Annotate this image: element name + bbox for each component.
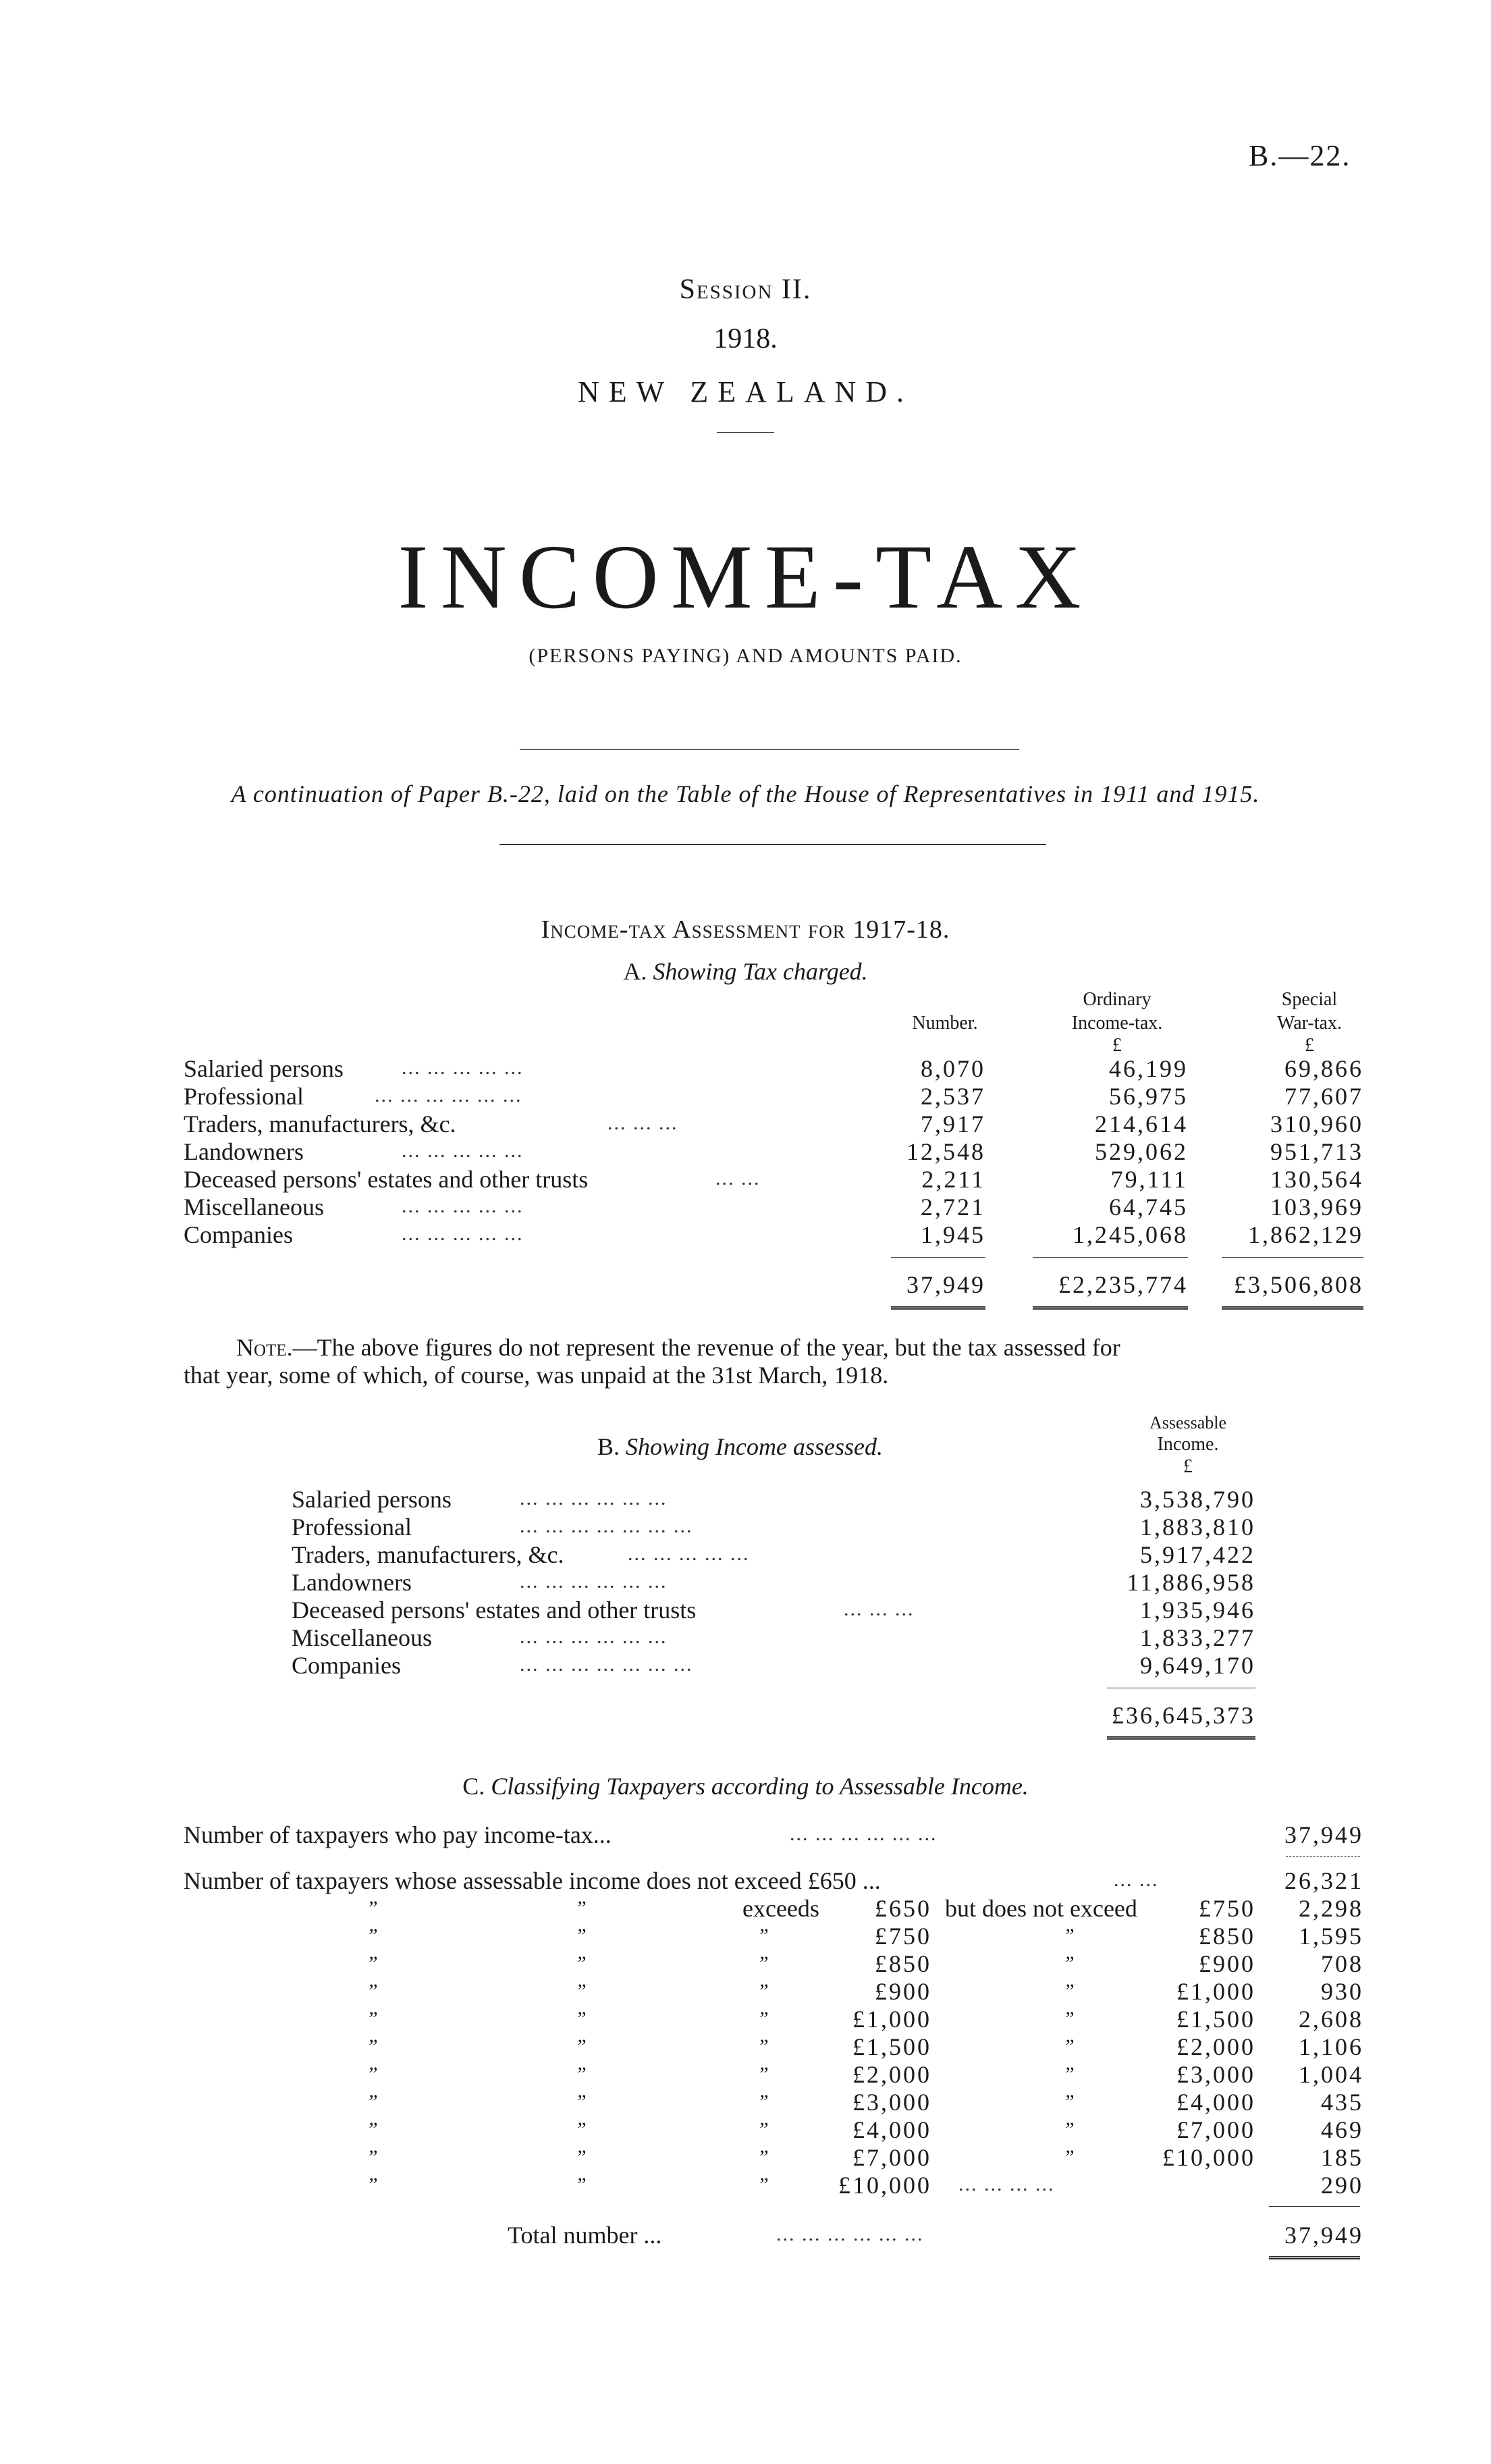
band-to: £7,000 bbox=[1176, 2116, 1255, 2143]
section-b-title: Showing Income assessed. bbox=[626, 1433, 883, 1460]
band-from: £4,000 bbox=[852, 2116, 931, 2143]
ditto-mark: ” bbox=[367, 2118, 378, 2141]
band-from: £900 bbox=[875, 1978, 931, 2005]
header-ordinary-unit: £ bbox=[1112, 1035, 1122, 1056]
ditto-mark: ” bbox=[757, 2091, 769, 2113]
continuation-rule bbox=[499, 844, 1046, 845]
ditto-mark: ” bbox=[575, 2146, 587, 2168]
section-b-header-line1: Assessable bbox=[1149, 1413, 1227, 1432]
band-from: £1,500 bbox=[852, 2033, 931, 2060]
band-but-text: but does not exceed bbox=[945, 1895, 1137, 1922]
ditto-mark: ” bbox=[575, 1925, 587, 1947]
band-to: £750 bbox=[1199, 1895, 1255, 1922]
leader-dots: ... ... ... ... ... ... ... bbox=[520, 1653, 693, 1676]
band-count: 1,106 bbox=[1299, 2033, 1363, 2060]
ditto-mark: ” bbox=[575, 2118, 587, 2141]
double-rule bbox=[1269, 2256, 1360, 2259]
ditto-mark: ” bbox=[367, 1897, 378, 1919]
double-rule bbox=[1107, 1736, 1255, 1740]
ditto-mark: ” bbox=[1063, 2063, 1075, 2085]
section-a-row-special: 1,862,129 bbox=[1248, 1221, 1363, 1248]
ditto-mark: ” bbox=[367, 2063, 378, 2085]
section-a-row-label: Miscellaneous bbox=[184, 1194, 324, 1221]
band-to: £1,500 bbox=[1176, 2006, 1255, 2033]
leader-dots: ... ... ... ... ... bbox=[402, 1056, 524, 1079]
note-line-1 bbox=[236, 1333, 1120, 1362]
ditto-mark: ” bbox=[757, 2118, 769, 2141]
band-to: £4,000 bbox=[1176, 2089, 1255, 2116]
section-a-letter: A. bbox=[623, 958, 647, 985]
band-to: £850 bbox=[1199, 1923, 1255, 1950]
section-b-row-label: Professional bbox=[292, 1514, 412, 1541]
leader-dots: ... ... ... ... ... ... ... bbox=[520, 1515, 693, 1537]
band-count: 469 bbox=[1321, 2116, 1363, 2143]
document-reference: B.—22. bbox=[1249, 139, 1351, 172]
section-a-title: Showing Tax charged. bbox=[653, 958, 868, 985]
section-a-row-ordinary: 46,199 bbox=[1109, 1055, 1188, 1082]
ditto-mark: ” bbox=[1063, 2008, 1075, 2030]
ditto-mark: ” bbox=[575, 2008, 587, 2030]
section-b-row-label: Miscellaneous bbox=[292, 1624, 432, 1651]
section-a-row-label: Professional bbox=[184, 1083, 304, 1110]
section-a-row-label: Companies bbox=[184, 1221, 293, 1248]
double-rule bbox=[891, 1306, 985, 1310]
first-band-label: Number of taxpayers whose assessable income does not exceed £650 ... bbox=[184, 1867, 881, 1894]
ditto-mark: ” bbox=[367, 1952, 378, 1975]
section-a-row-number: 2,211 bbox=[921, 1166, 985, 1193]
section-a-row-ordinary: 56,975 bbox=[1109, 1083, 1188, 1110]
ditto-mark: ” bbox=[367, 2146, 378, 2168]
first-band-value: 26,321 bbox=[1284, 1867, 1363, 1894]
country-label: NEW ZEALAND. bbox=[577, 375, 914, 408]
band-from: £650 bbox=[875, 1895, 931, 1922]
leader-dots: ... ... bbox=[1114, 1869, 1159, 1891]
ditto-mark: ” bbox=[575, 2091, 587, 2113]
ditto-mark: ” bbox=[575, 2063, 587, 2085]
ditto-mark: ” bbox=[1063, 2146, 1075, 2168]
ditto-mark: ” bbox=[575, 1897, 587, 1919]
leader-dots: ... ... ... ... ... ... bbox=[520, 1570, 668, 1592]
section-b-row-label: Deceased persons' estates and other trusts bbox=[292, 1597, 697, 1624]
leader-dots: ... ... ... ... ... bbox=[402, 1140, 524, 1162]
note-text: —The above figures do not represent the revenue of the year, but the tax assessed for bbox=[292, 1334, 1120, 1361]
band-to: £900 bbox=[1199, 1950, 1255, 1977]
ditto-mark: ” bbox=[757, 2146, 769, 2168]
year-label: 1918. bbox=[713, 323, 778, 354]
section-b-row-value: 5,917,422 bbox=[1140, 1541, 1255, 1568]
leader-dots: ... ... ... ... ... ... bbox=[520, 1487, 668, 1509]
band-count: 930 bbox=[1321, 1978, 1363, 2005]
subtitle: (PERSONS PAYING) AND AMOUNTS PAID. bbox=[528, 645, 963, 667]
ditto-mark: ” bbox=[367, 2008, 378, 2030]
band-to: £2,000 bbox=[1176, 2033, 1255, 2060]
ditto-mark: ” bbox=[367, 2091, 378, 2113]
ditto-mark: ” bbox=[367, 1925, 378, 1947]
leader-dots: ... ... ... bbox=[607, 1112, 678, 1134]
band-count: 1,595 bbox=[1299, 1923, 1363, 1950]
ditto-mark: ” bbox=[367, 2174, 378, 2196]
band-from: £1,000 bbox=[852, 2006, 931, 2033]
band-count: 2,608 bbox=[1299, 2006, 1363, 2033]
section-a-row-number: 1,945 bbox=[921, 1221, 985, 1248]
header-ordinary-line1: Ordinary bbox=[1083, 989, 1151, 1010]
section-a-row-special: 103,969 bbox=[1270, 1194, 1363, 1221]
section-a-row-label: Salaried persons bbox=[184, 1055, 344, 1082]
double-rule bbox=[1033, 1306, 1188, 1310]
band-from: £850 bbox=[875, 1950, 931, 1977]
ditto-mark: ” bbox=[757, 2035, 769, 2058]
section-a-row-special: 951,713 bbox=[1270, 1138, 1363, 1165]
band-count: 2,298 bbox=[1299, 1895, 1363, 1922]
band-count: 708 bbox=[1321, 1950, 1363, 1977]
section-a-heading bbox=[0, 957, 1491, 986]
ditto-mark: ” bbox=[1063, 2091, 1075, 2113]
section-a-row-number: 2,537 bbox=[921, 1083, 985, 1110]
section-a-row-ordinary: 1,245,068 bbox=[1073, 1221, 1188, 1248]
section-b-row-value: 1,833,277 bbox=[1140, 1624, 1255, 1651]
ditto-mark: ” bbox=[757, 2008, 769, 2030]
section-b-row-label: Landowners bbox=[292, 1569, 412, 1596]
main-title: INCOME-TAX bbox=[398, 527, 1093, 628]
ditto-mark: ” bbox=[757, 2063, 769, 2085]
short-rule bbox=[1286, 1856, 1360, 1857]
ditto-mark: ” bbox=[367, 1980, 378, 2002]
section-a-row-ordinary: 64,745 bbox=[1109, 1194, 1188, 1221]
band-count: 1,004 bbox=[1299, 2061, 1363, 2088]
total-number-label: Total number ... bbox=[508, 2222, 662, 2249]
section-a-row-ordinary: 79,111 bbox=[1110, 1166, 1188, 1193]
ditto-mark: ” bbox=[1063, 1952, 1075, 1975]
ditto-mark: ” bbox=[1063, 1925, 1075, 1947]
section-a-row-special: 77,607 bbox=[1284, 1083, 1363, 1110]
total-rule bbox=[1222, 1257, 1363, 1258]
total-number-value: 37,949 bbox=[1284, 2222, 1363, 2249]
leader-dots: ... ... ... ... ... ... bbox=[375, 1084, 522, 1106]
section-b-header-unit: £ bbox=[1183, 1456, 1193, 1477]
section-b-row-value: 3,538,790 bbox=[1140, 1486, 1255, 1513]
band-to: £3,000 bbox=[1176, 2061, 1255, 2088]
section-a-total-special: £3,506,808 bbox=[1234, 1271, 1363, 1298]
leader-dots: ... ... ... ... ... ... bbox=[790, 1823, 938, 1845]
ditto-mark: ” bbox=[1063, 2035, 1075, 2058]
ditto-mark: ” bbox=[367, 2035, 378, 2058]
ditto-mark: ” bbox=[575, 2174, 587, 2196]
ditto-mark: ” bbox=[757, 2174, 769, 2196]
band-from: £10,000 bbox=[838, 2172, 931, 2199]
band-count: 185 bbox=[1321, 2144, 1363, 2171]
section-a-row-number: 12,548 bbox=[906, 1138, 985, 1165]
ditto-mark: ” bbox=[757, 1952, 769, 1975]
section-a-row-number: 2,721 bbox=[921, 1194, 985, 1221]
leader-dots: ... ... ... ... ... bbox=[402, 1195, 524, 1217]
section-b-row-value: 1,883,810 bbox=[1140, 1514, 1255, 1541]
band-to: £1,000 bbox=[1176, 1978, 1255, 2005]
section-b-heading bbox=[597, 1432, 883, 1461]
section-b-row-label: Salaried persons bbox=[292, 1486, 452, 1513]
section-b-row-value: 11,886,958 bbox=[1127, 1569, 1255, 1596]
band-count: 435 bbox=[1321, 2089, 1363, 2116]
assessment-title: Income-tax Assessment for 1917-18. bbox=[541, 915, 950, 944]
note-line-2: that year, some of which, of course, was unpaid at the 31st March, 1918. bbox=[184, 1362, 889, 1389]
total-rule bbox=[891, 1257, 985, 1258]
section-b-row-label: Traders, manufacturers, &c. bbox=[292, 1541, 564, 1568]
band-from: £3,000 bbox=[852, 2089, 931, 2116]
ditto-mark: ” bbox=[757, 1980, 769, 2002]
ditto-mark: ” bbox=[575, 1980, 587, 2002]
section-b-row-value: 9,649,170 bbox=[1140, 1652, 1255, 1679]
section-c-title: Classifying Taxpayers according to Assessable Income. bbox=[491, 1773, 1029, 1800]
band-from: £2,000 bbox=[852, 2061, 931, 2088]
ditto-mark: ” bbox=[575, 1952, 587, 1975]
total-rule bbox=[1033, 1257, 1188, 1258]
header-special-unit: £ bbox=[1305, 1035, 1314, 1056]
leader-dots: ... ... ... ... ... bbox=[402, 1223, 524, 1245]
ditto-mark: ” bbox=[1063, 2118, 1075, 2141]
leader-dots: ... ... ... ... bbox=[958, 2173, 1055, 2195]
leader-dots: ... ... ... ... ... ... bbox=[776, 2223, 924, 2245]
section-a-row-number: 8,070 bbox=[921, 1055, 985, 1082]
section-a-row-ordinary: 214,614 bbox=[1095, 1110, 1188, 1137]
leader-dots: ... ... bbox=[715, 1167, 761, 1189]
section-c-letter: C. bbox=[462, 1773, 485, 1800]
section-a-row-number: 7,917 bbox=[921, 1110, 985, 1137]
section-c-heading bbox=[0, 1772, 1491, 1800]
section-a-row-special: 69,866 bbox=[1284, 1055, 1363, 1082]
header-special-line1: Special bbox=[1281, 989, 1338, 1010]
ditto-mark: ” bbox=[575, 2035, 587, 2058]
total-rule bbox=[1269, 2206, 1360, 2207]
leader-dots: ... ... ... bbox=[844, 1598, 915, 1620]
title-rule bbox=[520, 749, 1019, 750]
taxpayers-paying-value: 37,949 bbox=[1284, 1821, 1363, 1848]
section-a-row-label: Landowners bbox=[184, 1138, 304, 1165]
section-a-total-ordinary: £2,235,774 bbox=[1058, 1271, 1188, 1298]
section-b-header-line2: Income. bbox=[1157, 1434, 1219, 1455]
section-b-letter: B. bbox=[597, 1433, 620, 1460]
note-label: Note. bbox=[236, 1334, 293, 1361]
session-label: Session II. bbox=[679, 274, 812, 305]
section-a-row-special: 310,960 bbox=[1270, 1110, 1363, 1137]
exceeds-word: exceeds bbox=[742, 1895, 819, 1922]
header-ordinary-line2: Income-tax. bbox=[1071, 1013, 1163, 1034]
section-b-row-value: 1,935,946 bbox=[1140, 1597, 1255, 1624]
ditto-mark: ” bbox=[757, 1925, 769, 1947]
double-rule bbox=[1222, 1306, 1363, 1310]
band-to: £10,000 bbox=[1162, 2144, 1255, 2171]
band-from: £750 bbox=[875, 1923, 931, 1950]
band-from: £7,000 bbox=[852, 2144, 931, 2171]
band-count: 290 bbox=[1321, 2172, 1363, 2199]
leader-dots: ... ... ... ... ... bbox=[628, 1543, 750, 1565]
section-a-row-label: Deceased persons' estates and other trusts bbox=[184, 1166, 589, 1193]
ditto-mark: ” bbox=[1063, 1980, 1075, 2002]
section-b-total: £36,645,373 bbox=[1112, 1702, 1255, 1729]
section-a-total-number: 37,949 bbox=[906, 1271, 985, 1298]
section-b-row-label: Companies bbox=[292, 1652, 401, 1679]
section-a-row-ordinary: 529,062 bbox=[1095, 1138, 1188, 1165]
taxpayers-paying-label: Number of taxpayers who pay income-tax... bbox=[184, 1821, 612, 1848]
short-rule bbox=[717, 432, 774, 433]
header-special-line2: War-tax. bbox=[1277, 1013, 1342, 1034]
header-number: Number. bbox=[912, 1013, 978, 1034]
section-a-row-special: 130,564 bbox=[1270, 1166, 1363, 1193]
leader-dots: ... ... ... ... ... ... bbox=[520, 1626, 668, 1648]
section-a-row-label: Traders, manufacturers, &c. bbox=[184, 1110, 456, 1137]
continuation-note: A continuation of Paper B.-22, laid on the Table of the House of Representatives in 1911 and 1915. bbox=[231, 780, 1260, 807]
